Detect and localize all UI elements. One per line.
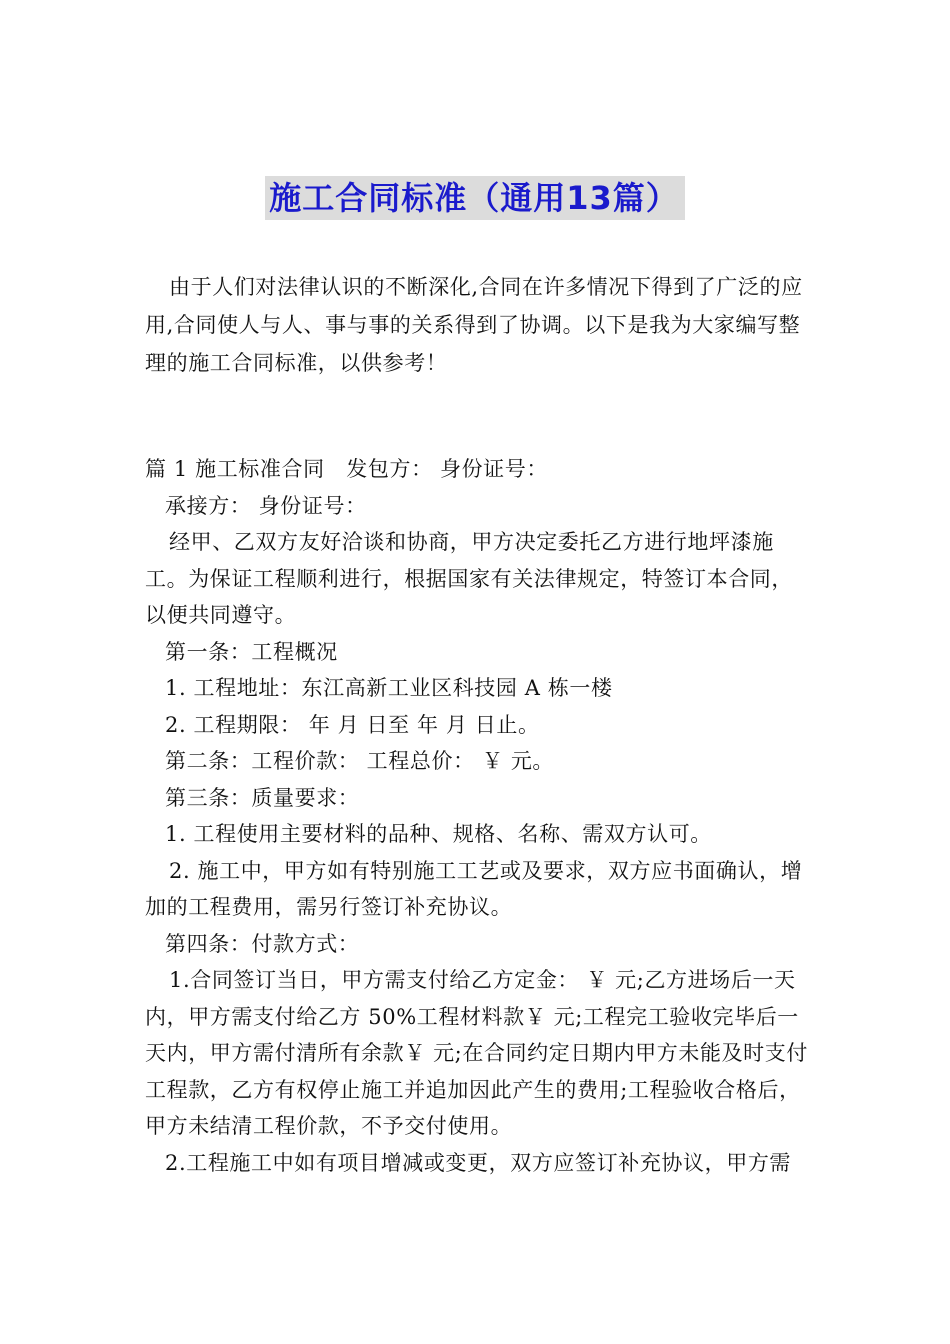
title-container <box>0 176 950 220</box>
article-4-title: 第四条：付款方式： <box>165 931 360 956</box>
article-2: 第二条：工程价款： 工程总价： ￥ 元。 <box>165 749 555 773</box>
article-3-item-2: 2. 施工中，甲方如有特别施工工艺或及要求，双方应书面确认，增加的工程费用，需另行签订补充协议。 <box>145 858 803 919</box>
article-4-item-1: 1.合同签订当日，甲方需支付给乙方定金： ￥ 元;乙方进场后一天内，甲方需支付给乙方 50%工程材料款￥ 元;工程完工验收完毕后一天内，甲方需付清所有余款￥ 元;在合同约定日期内甲方未能及时支付工程款，乙方有权停止施工并追加因此产生的费用;工程验收合格后，甲方未结清工程价款，不予交付使用。 <box>145 968 808 1138</box>
article-3-item-1: 1. 工程使用主要材料的品种、规格、名称、需双方认可。 <box>165 822 712 846</box>
contractor-line: 承接方： 身份证号： <box>165 493 367 518</box>
article-1-title: 第一条：工程概况 <box>165 639 338 664</box>
article-4-item-2: 2.工程施工中如有项目增减或变更，双方应签订补充协议，甲方需 <box>165 1150 792 1175</box>
section-heading: 篇 1 施工标准合同 发包方： 身份证号： <box>145 457 548 481</box>
document-title: 施工合同标准（通用13篇） <box>265 176 685 220</box>
article-1-item-2: 2. 工程期限： 年 月 日至 年 月 日止。 <box>165 712 540 737</box>
preamble-paragraph: 经甲、乙双方友好洽谈和协商，甲方决定委托乙方进行地坪漆施工。为保证工程顺利进行，根据国家有关法律规定，特签订本合同，以便共同遵守。 <box>145 530 793 627</box>
intro-paragraph: 由于人们对法律认识的不断深化,合同在许多情况下得到了广泛的应用,合同使人与人、事与事的关系得到了协调。以下是我为大家编写整理的施工合同标准，以供参考！ <box>145 275 803 375</box>
intro-block <box>145 268 810 382</box>
contract-body <box>145 451 810 1181</box>
article-1-item-1: 1. 工程地址：东江高新工业区科技园 A 栋一楼 <box>165 676 613 700</box>
article-3-title: 第三条：质量要求： <box>165 785 360 810</box>
